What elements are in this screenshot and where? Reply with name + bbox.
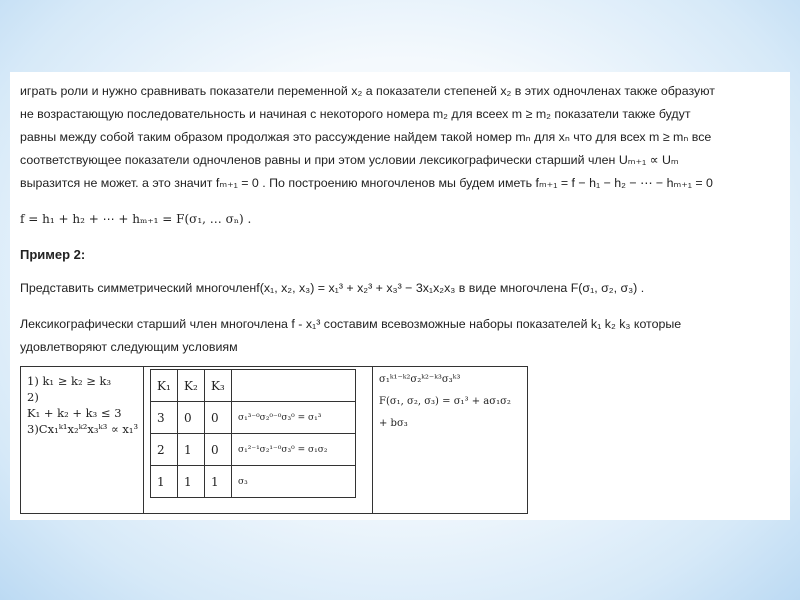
cell-monomial: σ₁²⁻¹σ₂¹⁻⁰σ₃⁰ = σ₁σ₂: [231, 434, 355, 466]
general-monomial-formula: σ₁ᵏ¹⁻ᵏ²σ₂ᵏ²⁻ᵏ³σ₃ᵏ³: [379, 374, 461, 385]
cell-k1: 1: [151, 466, 178, 498]
cell-k1: 3: [151, 402, 178, 434]
exponents-table: [150, 369, 356, 498]
header-k2: K₂: [177, 370, 204, 402]
text-line: играть роли и нужно сравнивать показатели переменной x₂ а показатели степеней x₂ в этих одночленах также образуют: [20, 84, 715, 98]
paragraph-line-3: [20, 126, 780, 149]
text-line: выразится не может. а это значит fₘ₊₁ = 0 . По построению многочленов мы будем иметь fₘ₊₁ = f − h₁ − h₂ − ⋯ − hₘ₊₁ = 0: [20, 176, 713, 190]
task-text: Представить симметрический многочленf(x₁, x₂, x₃) = x₁³ + x₂³ + x₃³ − 3x₁x₂x₃ в виде многочлена F(σ₁, σ₂, σ₃) .: [20, 281, 645, 295]
condition-3: 3)Cx₁ᵏ¹x₂ᵏ²x₃ᵏ³ ∝ x₁³: [27, 422, 139, 436]
cell-k3: 1: [204, 466, 231, 498]
header-k1: K₁: [151, 370, 178, 402]
condition-1: 1) k₁ ≥ k₂ ≥ k₃: [27, 374, 112, 388]
cell-k2: 1: [177, 466, 204, 498]
table-header-row: [151, 370, 356, 402]
condition-2-label: 2): [27, 390, 39, 404]
lex-line-2: [20, 336, 780, 359]
condition-2: K₁ + k₂ + k₃ ≤ 3: [27, 406, 122, 420]
cell-monomial: σ₁³⁻⁰σ₂⁰⁻⁰σ₃⁰ = σ₁³: [231, 402, 355, 434]
cell-k1: 2: [151, 434, 178, 466]
paragraph-line-2: [20, 103, 780, 126]
cell-k2: 1: [177, 434, 204, 466]
lex-text-1: Лексикографически старший член многочлена f - x₁³ составим всевозможные наборы показателей k₁ k₂ k₃ которые: [20, 317, 682, 331]
cell-k3: 0: [204, 434, 231, 466]
example-heading: Пример 2:: [20, 247, 86, 262]
formula-text: f = h₁ + h₂ + ⋯ + hₘ₊₁ = F(σ₁, … σₙ) .: [20, 212, 252, 226]
table-row: [151, 402, 356, 434]
conditions-cell: [21, 367, 144, 514]
exponents-cell: [144, 367, 373, 514]
result-formulas-cell: [373, 367, 528, 514]
result-polynomial-formula: F(σ₁, σ₂, σ₃) = σ₁³ + aσ₁σ₂ + bσ₃: [379, 396, 511, 429]
text-line: равны между собой таким образом продолжая это рассуждение найдем такой номер mₙ для xₙ что для всех m ≥ mₙ все: [20, 130, 712, 144]
header-monomial: [231, 370, 355, 402]
cell-monomial: σ₃: [231, 466, 355, 498]
lex-text-2: удовлетворяют следующим условиям: [20, 340, 238, 354]
table-row: [151, 466, 356, 498]
paragraph-line-1: [20, 80, 780, 103]
conditions-table: [20, 366, 528, 514]
cell-k2: 0: [177, 402, 204, 434]
task-line: [20, 277, 780, 300]
text-line: соответствующее показатели одночленов равны и при этом условии лексикографически старший член Uₘ₊₁ ∝ Uₘ: [20, 153, 679, 167]
table-row: [151, 434, 356, 466]
paragraph-line-4: [20, 149, 780, 172]
text-line: не возрастающую последовательность и начиная с некоторого номера m₂ для всеех m ≥ m₂ показатели также будут: [20, 107, 691, 121]
paragraph-line-5: [20, 172, 780, 195]
header-k3: K₃: [204, 370, 231, 402]
lex-line-1: [20, 313, 780, 336]
cell-k3: 0: [204, 402, 231, 434]
formula-line: [20, 208, 780, 231]
